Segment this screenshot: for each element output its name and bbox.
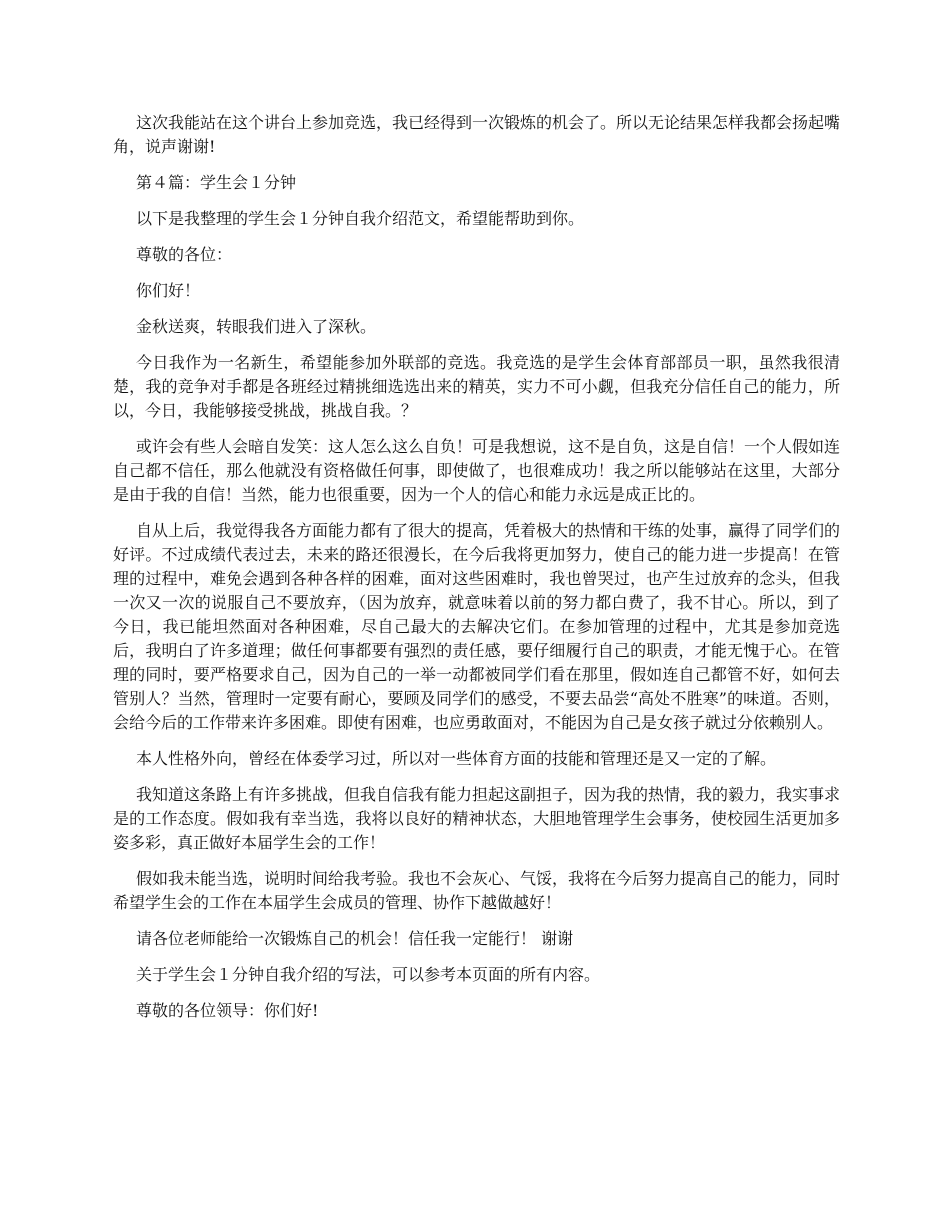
paragraph-salutation: 尊敬的各位： xyxy=(136,245,233,264)
paragraph-if-not-elected: 假如我未能当选，说明时间给我考验。我也不会灰心、气馁，我将在今后努力提高自己的能力，同时希望学生会的工作在本届学生会成员的管理、协作下越做越好！ xyxy=(113,869,841,912)
paragraph-candidacy: 今日我作为一名新生，希望能参加外联部的竞选。我竞选的是学生会体育部部员一职，虽然我很清楚，我的竞争对手都是各班经过精挑细选选出来的精英，实力不可小觑，但我充分信任自己的能力，所以，今日，我能够接受挑战，挑战自我。？ xyxy=(113,353,840,420)
section-heading: 第４篇：学生会１分钟 xyxy=(136,173,297,192)
paragraph-request: 请各位老师能给一次锻炼自己的机会！信任我一定能行！ 谢谢 xyxy=(136,929,574,948)
paragraph-next-salutation: 尊敬的各位领导：你们好! xyxy=(136,1001,319,1020)
paragraph-experience: 自从上后，我觉得我各方面能力都有了很大的提高，凭着极大的热情和干练的处事，赢得了同学们的好评。不过成绩代表过去，未来的路还很漫长，在今后我将更加努力，使自己的能力进一步提高！在管理的过程中，难免会遇到各种各样的困难，面对这些困难时，我也曾哭过，也产生过放弃的念头，但我一次又一次的说服自己不要放弃，（因为放弃，就意味着以前的努力都白费了，我不甘心。所以，到了今日，我已能坦然面对各种困难，尽自己最大的去解决它们。在参加管理的过程中，尤其是参加竞选后，我明白了许多道理；做任何事都要有强烈的责任感，要仔细履行自己的职责，才能无愧于心。在管理的同时，要严格要求自己，因为自己的一举一动都被同学们看在那里，假如连自己都管不好，如何去管别人？当然，管理时一定要有耐心，要顾及同学们的感受，不要去品尝“高处不胜寒”的味道。否则，会给今后的工作带来许多困难。即使有困难，也应勇敢面对，不能因为自己是女孩子就过分依赖别人。 xyxy=(113,521,841,732)
paragraph-challenges: 我知道这条路上有许多挑战，但我自信我有能力担起这副担子，因为我的热情，我的毅力，我实事求是的工作态度。假如我有幸当选，我将以良好的精神状态，大胆地管理学生会事务，使校园生活更加多姿多彩，真正做好本届学生会的工作！ xyxy=(113,785,841,852)
paragraph-closing-thanks: 这次我能站在这个讲台上参加竞选，我已经得到一次锻炼的机会了。所以无论结果怎样我都会扬起嘴角，说声谢谢! xyxy=(113,113,841,156)
paragraph-confidence: 或许会有些人会暗自发笑：这人怎么这么自负！可是我想说，这不是自负，这是自信！一个人假如连自己都不信任，那么他就没有资格做任何事，即使做了，也很难成功！我之所以能够站在这里，大部分是由于我的自信！当然，能力也很重要，因为一个人的信心和能力永远是成正比的。 xyxy=(113,437,841,504)
document-page xyxy=(113,111,840,1035)
paragraph-autumn: 金秋送爽，转眼我们进入了深秋。 xyxy=(136,317,377,336)
paragraph-greeting: 你们好！ xyxy=(136,281,201,300)
paragraph-personality: 本人性格外向，曾经在体委学习过，所以对一些体育方面的技能和管理还是又一定的了解。 xyxy=(136,749,777,768)
paragraph-reference-note: 关于学生会１分钟自我介绍的写法，可以参考本页面的所有内容。 xyxy=(136,965,601,984)
paragraph-intro: 以下是我整理的学生会１分钟自我介绍范文，希望能帮助到你。 xyxy=(136,209,585,228)
